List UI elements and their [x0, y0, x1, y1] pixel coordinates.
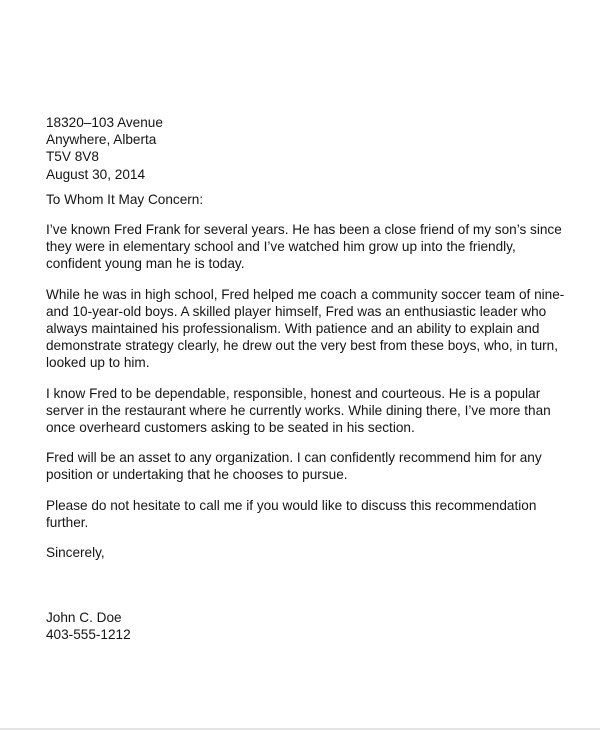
body-paragraph-4: Fred will be an asset to any organization. I can confidently recommend him for any position or undertaking that he chooses to pursue. — [46, 450, 542, 483]
closing: Sincerely, — [46, 545, 105, 561]
sender-postal-code: T5V 8V8 — [46, 149, 99, 165]
body-paragraph-1: I’ve known Fred Frank for several years. He has been a close friend of my son’s since they were in elementary school and I’ve watched him grow up into the friendly, confident young man he is today. — [46, 222, 562, 272]
salutation: To Whom It May Concern: — [46, 191, 204, 207]
signature-block — [46, 609, 571, 643]
body-paragraph-3: I know Fred to be dependable, responsible, honest and courteous. He is a popular server in the restaurant where he currently works. While dining there, I’ve more than once overheard customers asking to be seated in his section. — [46, 385, 551, 436]
signer-phone: 403-555-1212 — [46, 627, 131, 643]
sender-address — [46, 114, 571, 183]
sender-street: 18320–103 Avenue — [46, 115, 163, 130]
signer-name: John C. Doe — [46, 610, 122, 626]
body-paragraph-5: Please do not hesitate to call me if you would like to discuss this recommendation further. — [46, 497, 537, 530]
recommendation-letter — [46, 114, 571, 644]
body-paragraph-2: While he was in high school, Fred helped me coach a community soccer team of nine- and 10-year-old boys. A skilled player himself, Fred was an enthusiastic leader who always maintained his professionalism. With patience and an ability to explain and demonstrate strategy clearly, he drew out the very best from these boys, who, in turn, looked up to him. — [46, 286, 565, 371]
sender-city: Anywhere, Alberta — [46, 132, 157, 148]
letter-date: August 30, 2014 — [46, 166, 146, 182]
